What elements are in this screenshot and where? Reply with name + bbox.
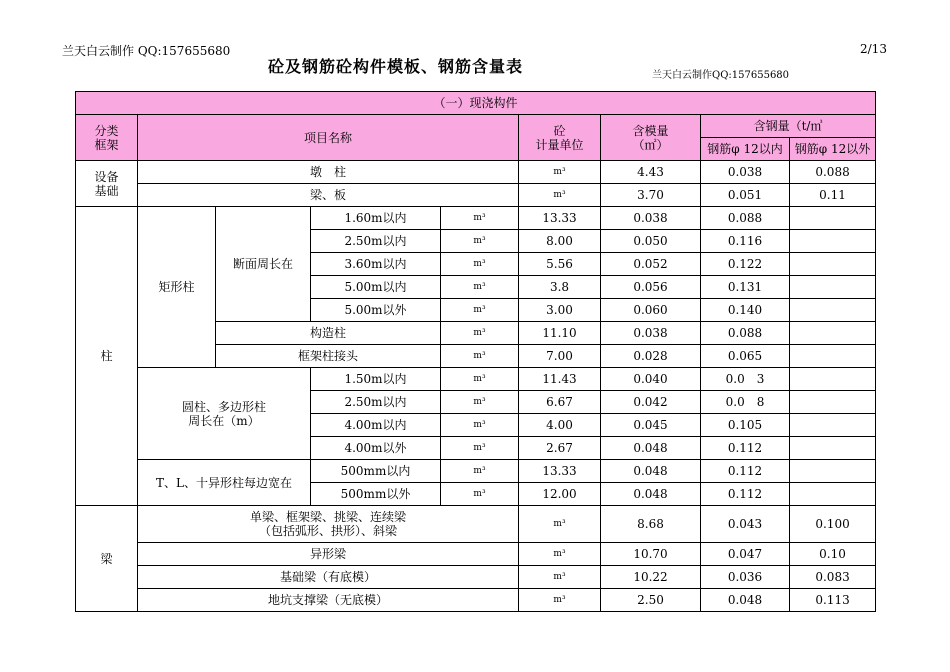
- col-head-category-line2: 框架: [94, 137, 119, 152]
- group-equipment: [76, 161, 138, 207]
- steel-lt12-cell: 0.028: [601, 345, 701, 368]
- unit-cell: m³: [441, 230, 519, 253]
- col-head-unit-line2: 计量单位: [535, 137, 584, 152]
- prestress-cell: [790, 368, 876, 391]
- item-name-line1: 单梁、框架梁、挑梁、连续梁: [249, 510, 406, 524]
- mold-cell: 2.50: [601, 589, 701, 612]
- mold-cell: 5.56: [519, 253, 601, 276]
- steel-lt12-cell: 0.048: [601, 460, 701, 483]
- unit-cell: m³: [519, 184, 601, 207]
- mold-cell: 3.70: [601, 184, 701, 207]
- unit-cell: m³: [441, 391, 519, 414]
- group-tshape-column: T、L、十异形柱每边宽在: [138, 460, 311, 506]
- steel-gt12-cell: 0.100: [790, 506, 876, 543]
- steel-lt12-cell: 0.048: [601, 437, 701, 460]
- prestress-cell: [790, 437, 876, 460]
- table-row: [76, 368, 876, 391]
- mold-cell: 6.67: [519, 391, 601, 414]
- group-equipment-line2: 基础: [94, 183, 119, 198]
- steel-gt12-cell: 0.131: [701, 276, 790, 299]
- item-name: 1.50m以内: [311, 368, 441, 391]
- mold-cell: 2.67: [519, 437, 601, 460]
- item-name: 5.00m以内: [311, 276, 441, 299]
- prestress-cell: [790, 414, 876, 437]
- header-row-1: [76, 115, 876, 138]
- table-row: [76, 184, 876, 207]
- mold-cell: 3.8: [519, 276, 601, 299]
- prestress-cell: [790, 483, 876, 506]
- mold-cell: 13.33: [519, 207, 601, 230]
- item-name: 框架柱接头: [216, 345, 441, 368]
- item-name: 地坑支撑梁（无底模）: [138, 589, 519, 612]
- unit-cell: m³: [519, 543, 601, 566]
- item-name: 500mm以外: [311, 483, 441, 506]
- mold-cell: 11.10: [519, 322, 601, 345]
- steel-gt12-cell: 0.088: [701, 207, 790, 230]
- col-head-category: [76, 115, 138, 161]
- steel-lt12-cell: 0.056: [601, 276, 701, 299]
- item-name: 1.60m以内: [311, 207, 441, 230]
- section-row: [76, 92, 876, 115]
- steel-lt12-cell: 0.043: [701, 506, 790, 543]
- unit-cell: m³: [441, 276, 519, 299]
- table-row: [76, 161, 876, 184]
- prestress-cell: [790, 207, 876, 230]
- mold-cell: 7.00: [519, 345, 601, 368]
- page-number: 2/13: [860, 42, 887, 56]
- item-name: 2.50m以内: [311, 391, 441, 414]
- steel-lt12-cell: 0.042: [601, 391, 701, 414]
- steel-lt12-cell: 0.051: [701, 184, 790, 207]
- item-name: 墩 柱: [138, 161, 519, 184]
- table-row: [76, 589, 876, 612]
- item-name: 基础梁（有底模）: [138, 566, 519, 589]
- unit-cell: m³: [519, 566, 601, 589]
- steel-gt12-cell: 0.0 8: [701, 391, 790, 414]
- item-name: 构造柱: [216, 322, 441, 345]
- group-rect-column: 矩形柱: [138, 207, 216, 368]
- col-head-unit: [519, 115, 601, 161]
- unit-cell: m³: [441, 345, 519, 368]
- unit-cell: m³: [441, 299, 519, 322]
- steel-lt12-cell: 0.047: [701, 543, 790, 566]
- group-equipment-line1: 设备: [94, 169, 119, 184]
- mold-cell: 4.43: [601, 161, 701, 184]
- prestress-cell: [790, 253, 876, 276]
- prestress-cell: [790, 391, 876, 414]
- page-title: 砼及钢筋砼构件模板、钢筋含量表: [268, 57, 524, 76]
- header-sub-credit: 兰天白云制作QQ:157655680: [652, 70, 790, 81]
- prestress-cell: [790, 345, 876, 368]
- steel-gt12-cell: 0.122: [701, 253, 790, 276]
- item-name: [138, 506, 519, 543]
- col-head-steel-lt12: 钢筋φ 12以内: [701, 138, 790, 161]
- unit-cell: m³: [441, 414, 519, 437]
- table-row: [76, 506, 876, 543]
- group-round-line1: 圆柱、多边形柱: [181, 399, 266, 414]
- table-row: [76, 207, 876, 230]
- steel-gt12-cell: 0.112: [701, 437, 790, 460]
- col-head-item: 项目名称: [138, 115, 519, 161]
- unit-cell: m³: [441, 253, 519, 276]
- item-name: 500mm以内: [311, 460, 441, 483]
- mold-cell: 10.70: [601, 543, 701, 566]
- steel-gt12-cell: 0.113: [790, 589, 876, 612]
- steel-lt12-cell: 0.050: [601, 230, 701, 253]
- prestress-cell: [790, 299, 876, 322]
- col-head-mold-line1: 含模量: [632, 123, 669, 138]
- col-head-steel: 含钢量（t/㎥: [701, 115, 876, 138]
- group-round-column: [138, 368, 311, 460]
- mold-cell: 12.00: [519, 483, 601, 506]
- steel-gt12-cell: 0.140: [701, 299, 790, 322]
- mold-cell: 11.43: [519, 368, 601, 391]
- unit-cell: m³: [441, 322, 519, 345]
- group-column: 柱: [76, 207, 138, 506]
- steel-gt12-cell: 0.116: [701, 230, 790, 253]
- prestress-cell: [790, 322, 876, 345]
- steel-gt12-cell: 0.088: [701, 322, 790, 345]
- steel-gt12-cell: 0.088: [790, 161, 876, 184]
- col-head-steel-gt12: 钢筋φ 12以外: [790, 138, 876, 161]
- col-head-mold-line2: （㎡）: [632, 137, 669, 152]
- steel-lt12-cell: 0.060: [601, 299, 701, 322]
- col-head-mold: [601, 115, 701, 161]
- steel-gt12-cell: 0.0 3: [701, 368, 790, 391]
- unit-cell: m³: [519, 589, 601, 612]
- steel-lt12-cell: 0.052: [601, 253, 701, 276]
- mold-cell: 4.00: [519, 414, 601, 437]
- steel-lt12-cell: 0.048: [601, 483, 701, 506]
- prestress-cell: [790, 460, 876, 483]
- steel-gt12-cell: 0.112: [701, 483, 790, 506]
- table-row: [76, 460, 876, 483]
- steel-gt12-cell: 0.10: [790, 543, 876, 566]
- prestress-cell: [790, 230, 876, 253]
- item-name-line2: （包括弧形、拱形）、斜梁: [258, 524, 397, 538]
- item-name: 2.50m以内: [311, 230, 441, 253]
- mold-cell: 3.00: [519, 299, 601, 322]
- unit-cell: m³: [519, 161, 601, 184]
- steel-lt12-cell: 0.038: [601, 322, 701, 345]
- unit-cell: m³: [519, 506, 601, 543]
- steel-lt12-cell: 0.038: [601, 207, 701, 230]
- mold-cell: 13.33: [519, 460, 601, 483]
- steel-lt12-cell: 0.045: [601, 414, 701, 437]
- mold-cell: 10.22: [601, 566, 701, 589]
- item-name: 4.00m以内: [311, 414, 441, 437]
- prestress-cell: [790, 276, 876, 299]
- mold-cell: 8.68: [601, 506, 701, 543]
- item-name: 4.00m以外: [311, 437, 441, 460]
- section-title: （一）现浇构件: [76, 92, 876, 115]
- steel-gt12-cell: 0.065: [701, 345, 790, 368]
- group-round-line2: 周长在（m）: [188, 413, 260, 428]
- table-row: [76, 566, 876, 589]
- group-beam: 梁: [76, 506, 138, 612]
- group-perimeter: 断面周长在: [216, 207, 311, 322]
- unit-cell: m³: [441, 483, 519, 506]
- content-table: [75, 91, 876, 612]
- col-head-category-line1: 分类: [94, 123, 119, 138]
- steel-lt12-cell: 0.048: [701, 589, 790, 612]
- unit-cell: m³: [441, 437, 519, 460]
- unit-cell: m³: [441, 368, 519, 391]
- steel-gt12-cell: 0.112: [701, 460, 790, 483]
- item-name: 梁、板: [138, 184, 519, 207]
- steel-lt12-cell: 0.040: [601, 368, 701, 391]
- steel-gt12-cell: 0.105: [701, 414, 790, 437]
- item-name: 5.00m以外: [311, 299, 441, 322]
- steel-lt12-cell: 0.036: [701, 566, 790, 589]
- header-left-credit: 兰天白云制作 QQ:157655680: [62, 44, 231, 58]
- steel-gt12-cell: 0.11: [790, 184, 876, 207]
- unit-cell: m³: [441, 460, 519, 483]
- col-head-unit-line1: 砼: [553, 123, 566, 138]
- mold-cell: 8.00: [519, 230, 601, 253]
- item-name: 异形梁: [138, 543, 519, 566]
- unit-cell: m³: [441, 207, 519, 230]
- steel-gt12-cell: 0.083: [790, 566, 876, 589]
- steel-lt12-cell: 0.038: [701, 161, 790, 184]
- table-row: [76, 543, 876, 566]
- item-name: 3.60m以内: [311, 253, 441, 276]
